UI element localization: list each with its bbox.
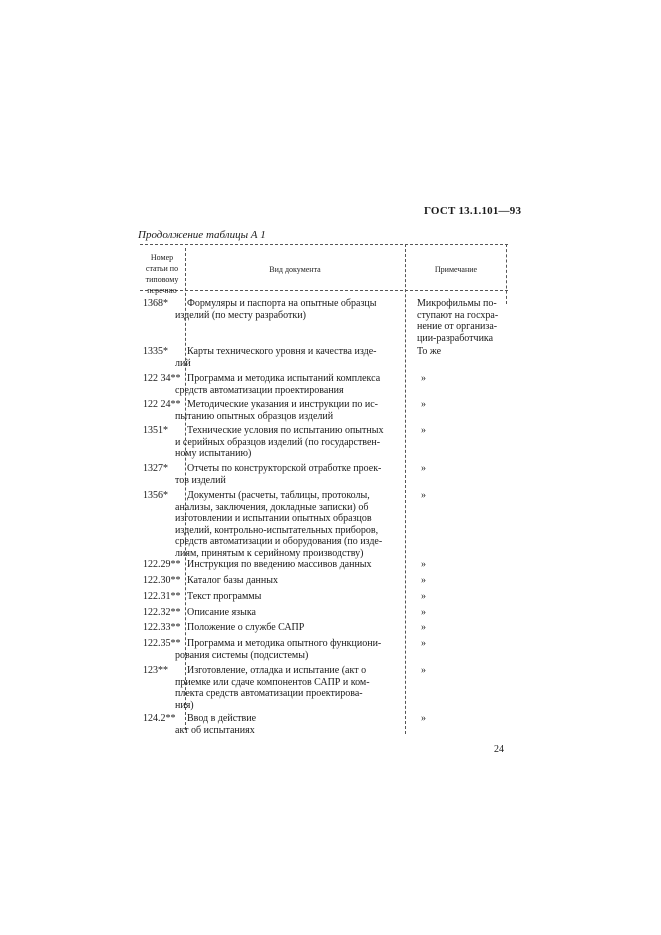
row-number: 122.32** [143, 607, 181, 618]
row-note-line: » [421, 575, 426, 586]
row-document-line: приемке или сдаче компонентов САПР и ком- [175, 676, 370, 688]
row-document [175, 298, 403, 321]
row-note-line: ции-разработчика [417, 332, 494, 344]
row-document-line: Инструкция по введению массивов данных [187, 559, 372, 570]
row-document [175, 463, 403, 486]
row-document-line: лий [175, 357, 191, 369]
row-number: 122.30** [143, 575, 181, 586]
row-document-line: анализы, заключения, докладные записки) об [175, 501, 369, 513]
document-code: ГОСТ 13.1.101—93 [424, 205, 522, 217]
row-document [175, 638, 403, 661]
column-header-number-line: перечню [147, 286, 177, 295]
row-note [421, 638, 531, 650]
row-number: 122 24** [143, 399, 181, 410]
row-document-line: Программа и методика опытного функциони- [187, 638, 382, 649]
row-document-line: и серийных образцов изделий (по государствен- [175, 436, 381, 448]
row-document-line: Описание языка [187, 607, 256, 618]
row-note-line: » [421, 713, 426, 724]
row-note-line: » [421, 622, 426, 633]
row-document [187, 575, 403, 587]
row-note-line: » [421, 399, 426, 410]
row-note [417, 298, 527, 344]
row-document [175, 425, 403, 460]
row-document-line: рования системы (подсистемы) [175, 649, 309, 661]
row-document-line: Программа и методика испытаний комплекса [187, 373, 381, 384]
row-document-line: тов изделий [175, 474, 226, 486]
row-document-line: ному испытанию) [175, 448, 252, 459]
row-note [417, 346, 527, 358]
row-note-line: нение от организа- [417, 321, 498, 332]
row-number: 122.29** [143, 559, 181, 570]
row-document-line: акт об испытаниях [175, 724, 255, 736]
row-number: 122.31** [143, 591, 181, 602]
table-right-edge [506, 244, 507, 304]
row-number: 1335* [143, 346, 168, 357]
row-document-line: Каталог базы данных [187, 575, 278, 586]
table-header-rule [140, 290, 508, 291]
row-note-line: » [421, 490, 426, 501]
row-number: 123** [143, 665, 168, 676]
row-number: 124.2** [143, 713, 176, 724]
row-document [187, 559, 403, 571]
row-note-line: » [421, 665, 426, 676]
row-document-line: Документы (расчеты, таблицы, протоколы, [187, 490, 370, 501]
row-note-line: » [421, 638, 426, 649]
row-document-line: Технические условия по испытанию опытных [187, 425, 384, 436]
row-note-line: » [421, 591, 426, 602]
row-note [421, 607, 531, 619]
row-note-line: » [421, 607, 426, 618]
row-note-line: » [421, 373, 426, 384]
row-note [421, 399, 531, 411]
row-number: 1351* [143, 425, 168, 436]
column-header-number [140, 252, 184, 296]
row-note-line: » [421, 425, 426, 436]
row-note [421, 559, 531, 571]
row-document-line: Отчеты по конструкторской отработке проек- [187, 463, 382, 474]
row-document-line: изделий (по месту разработки) [175, 309, 306, 321]
row-document [175, 346, 403, 369]
row-document [175, 490, 403, 559]
row-document [175, 373, 403, 396]
row-document-line: Положение о службе САПР [187, 622, 305, 633]
row-document-line: Изготовление, отладка и испытание (акт о [187, 665, 367, 676]
row-document-line: изделий, контрольно-испытательных приборов, [175, 524, 379, 536]
row-note [421, 713, 531, 725]
row-document-line: Формуляры и паспорта на опытные образцы [187, 298, 377, 309]
row-document [187, 607, 403, 619]
column-header-number-line: статьи по [145, 264, 179, 273]
row-document-line: Ввод в действие [187, 713, 257, 724]
column-header-note: Примечание [434, 265, 478, 274]
table-caption: Продолжение таблицы А 1 [138, 229, 266, 241]
row-document [187, 591, 403, 603]
row-note-line: То же [417, 346, 442, 357]
row-document [187, 622, 403, 634]
row-document-line: Методические указания и инструкции по ис- [187, 399, 378, 410]
row-note-line: » [421, 559, 426, 570]
row-document [175, 713, 403, 736]
row-note [421, 575, 531, 587]
row-note-line: ступают на госхра- [417, 309, 499, 321]
row-note [421, 591, 531, 603]
column-header-number-line: Номер [150, 253, 174, 262]
row-document-line: ния) [175, 699, 194, 711]
row-note [421, 622, 531, 634]
column-header-document: Вид документа [269, 265, 321, 274]
row-document [175, 665, 403, 711]
row-number: 1327* [143, 463, 168, 474]
row-document-line: пытанию опытных образцов изделий [175, 410, 334, 422]
row-note [421, 665, 531, 677]
row-number: 1368* [143, 298, 168, 309]
row-number: 122 34** [143, 373, 181, 384]
row-number: 122.33** [143, 622, 181, 633]
row-number: 1356* [143, 490, 168, 501]
row-document-line: Текст программы [187, 591, 262, 602]
row-document-line: средств автоматизации и оборудования (по изде- [175, 536, 383, 547]
row-document-line: лиям, принятым к серийному производству) [175, 547, 364, 559]
row-note [421, 463, 531, 475]
page-number: 24 [494, 744, 504, 755]
row-document-line: изготовлении и испытании опытных образцов [175, 513, 372, 524]
row-document-line: средств автоматизации проектирования [175, 384, 344, 396]
row-document [175, 399, 403, 422]
row-note [421, 373, 531, 385]
row-document-line: плекта средств автоматизации проектирова- [175, 688, 363, 699]
row-note-line: » [421, 463, 426, 474]
row-note [421, 425, 531, 437]
row-document-line: Карты технического уровня и качества изде- [187, 346, 377, 357]
row-note-line: Микрофильмы по- [417, 298, 497, 309]
column-divider-right [405, 244, 406, 734]
row-note [421, 490, 531, 502]
column-header-number-line: типовому [145, 275, 179, 284]
row-number: 122.35** [143, 638, 181, 649]
table-top-rule [140, 244, 508, 245]
